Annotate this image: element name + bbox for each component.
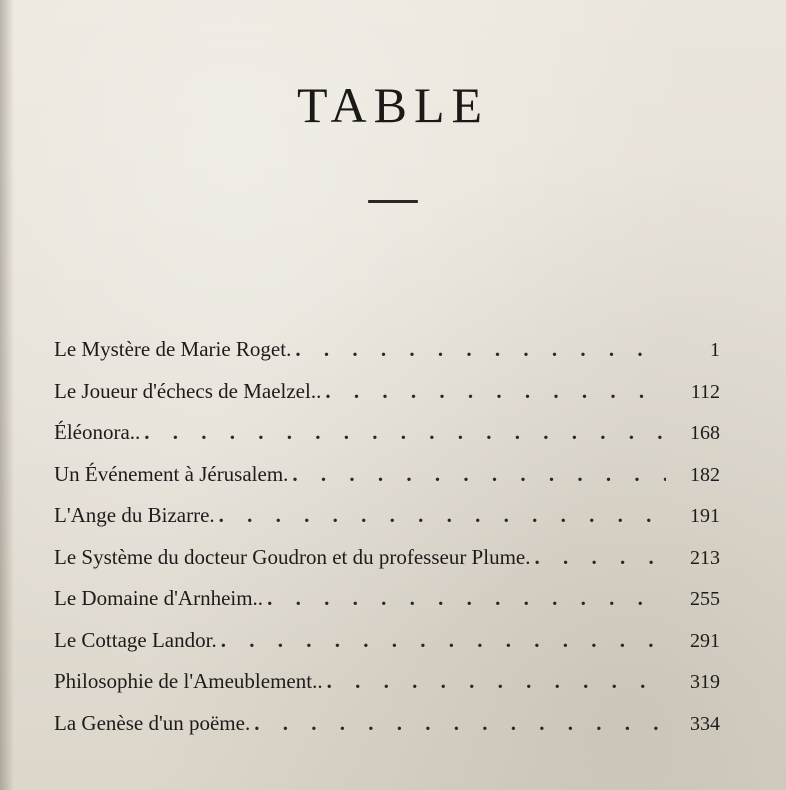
toc-entry-page: 334 bbox=[690, 712, 720, 735]
toc-entry-title: Un Événement à Jérusalem. bbox=[54, 461, 289, 486]
toc-entry bbox=[54, 337, 720, 379]
toc-dot-leader bbox=[534, 545, 666, 570]
toc-entry-page: 255 bbox=[690, 588, 720, 610]
title-rule bbox=[368, 200, 418, 203]
toc-dot-leader bbox=[292, 462, 666, 487]
toc-entry-page: 1 bbox=[710, 339, 720, 361]
toc-entry-title: Éléonora.. bbox=[54, 420, 141, 444]
toc-entry-page: 168 bbox=[690, 422, 720, 444]
toc-entry-page: 291 bbox=[690, 629, 720, 652]
toc-dot-leader bbox=[219, 503, 666, 528]
toc-entry-page: 319 bbox=[690, 671, 720, 693]
toc-entry bbox=[54, 586, 720, 628]
toc-dot-leader bbox=[327, 669, 666, 694]
toc-entry-title: Le Domaine d'Arnheim.. bbox=[54, 586, 264, 610]
toc-entry bbox=[54, 545, 720, 587]
toc-entry bbox=[54, 462, 720, 504]
toc-entry-title: Le Système du docteur Goudron et du professeur Plume. bbox=[54, 544, 531, 569]
toc-entry bbox=[54, 669, 720, 711]
toc-entry-page: 112 bbox=[690, 380, 720, 403]
toc-dot-leader bbox=[144, 420, 666, 445]
toc-entry-title: Le Joueur d'échecs de Maelzel.. bbox=[54, 378, 322, 403]
toc-entry-title: Le Mystère de Marie Roget. bbox=[54, 337, 292, 361]
toc-entry bbox=[54, 379, 720, 421]
toc-dot-leader bbox=[254, 711, 666, 736]
toc-entry-title: L'Ange du Bizarre. bbox=[54, 503, 215, 527]
toc-dot-leader bbox=[221, 628, 666, 653]
toc-dot-leader bbox=[295, 337, 666, 362]
toc-entry-page: 213 bbox=[690, 546, 720, 569]
toc-entry-title: Philosophie de l'Ameublement.. bbox=[54, 669, 323, 693]
table-of-contents bbox=[54, 337, 720, 752]
toc-entry bbox=[54, 420, 720, 462]
toc-entry bbox=[54, 628, 720, 670]
toc-entry bbox=[54, 711, 720, 753]
toc-dot-leader bbox=[267, 586, 666, 611]
toc-entry bbox=[54, 503, 720, 545]
toc-entry-page: 182 bbox=[690, 463, 720, 486]
toc-entry-title: La Genèse d'un poëme. bbox=[54, 710, 251, 735]
page-title: TABLE bbox=[296, 76, 490, 133]
toc-entry-title: Le Cottage Landor. bbox=[54, 627, 217, 652]
toc-entry-page: 191 bbox=[690, 505, 720, 527]
toc-dot-leader bbox=[325, 379, 666, 404]
